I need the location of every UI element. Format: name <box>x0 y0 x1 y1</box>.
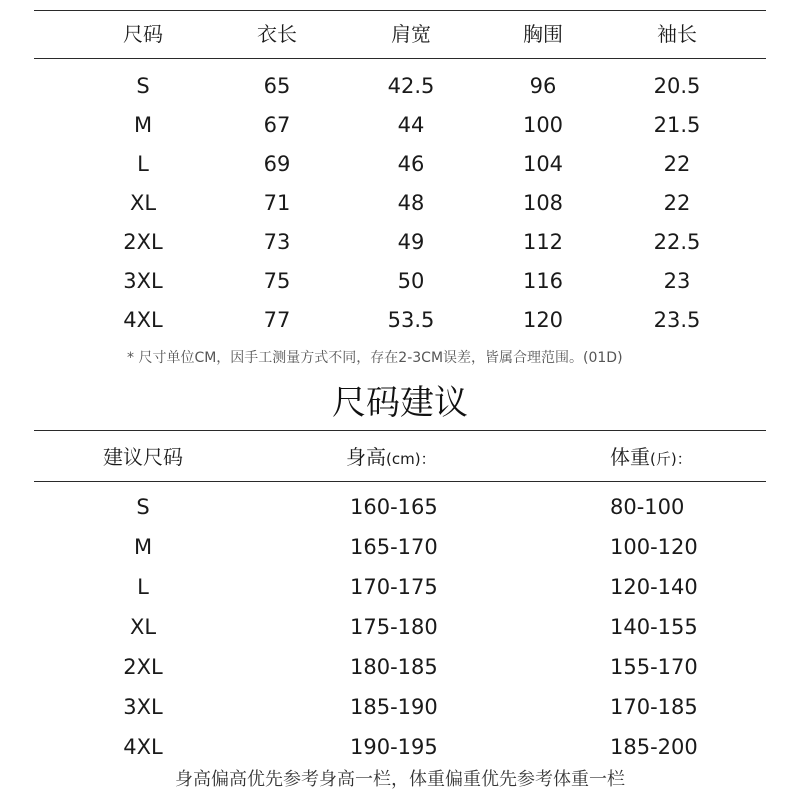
header-rule <box>34 58 766 59</box>
header-weight-label: 体重 <box>610 445 650 469</box>
cell-sleeve: 20.5 <box>653 74 701 98</box>
cell-suggested-size: L <box>137 575 149 599</box>
header-weight-unit: (斤)： <box>650 450 692 468</box>
table-top-rule <box>34 10 766 11</box>
cell-chest: 120 <box>522 308 564 332</box>
suggestion-header-rule <box>34 481 766 482</box>
cell-shoulder: 44 <box>397 113 425 137</box>
header-height <box>346 447 436 467</box>
cell-length: 73 <box>263 230 291 254</box>
cell-length: 69 <box>263 152 291 176</box>
cell-size: S <box>136 74 150 98</box>
header-shoulder: 肩宽 <box>391 22 431 46</box>
suggestion-top-rule <box>34 430 766 431</box>
cell-size: 4XL <box>123 308 163 332</box>
cell-suggested-size: 3XL <box>123 695 163 719</box>
header-height-unit: (cm)： <box>386 450 436 468</box>
cell-suggested-size: S <box>136 495 150 519</box>
cell-chest: 96 <box>529 74 557 98</box>
header-sleeve: 袖长 <box>657 22 697 46</box>
cell-weight-range: 185-200 <box>610 735 698 759</box>
cell-weight-range: 140-155 <box>610 615 698 639</box>
cell-chest: 116 <box>522 269 564 293</box>
cell-weight-range: 170-185 <box>610 695 698 719</box>
cell-size: XL <box>129 191 157 215</box>
cell-weight-range: 120-140 <box>610 575 698 599</box>
cell-height-range: 160-165 <box>350 495 438 519</box>
header-weight <box>610 447 692 467</box>
cell-chest: 108 <box>522 191 564 215</box>
header-height-label: 身高 <box>346 445 386 469</box>
header-length: 衣长 <box>257 22 297 46</box>
cell-chest: 112 <box>522 230 564 254</box>
cell-height-range: 170-175 <box>350 575 438 599</box>
cell-weight-range: 80-100 <box>610 495 685 519</box>
cell-sleeve: 21.5 <box>653 113 701 137</box>
cell-suggested-size: 2XL <box>123 655 163 679</box>
cell-sleeve: 22.5 <box>653 230 701 254</box>
section-title: 尺码建议 <box>332 383 468 423</box>
cell-height-range: 190-195 <box>350 735 438 759</box>
cell-length: 71 <box>263 191 291 215</box>
cell-length: 75 <box>263 269 291 293</box>
cell-sleeve: 22 <box>663 152 691 176</box>
cell-suggested-size: 4XL <box>123 735 163 759</box>
header-suggested-size: 建议尺码 <box>103 445 183 469</box>
cell-suggested-size: XL <box>129 615 157 639</box>
cell-size: 3XL <box>123 269 163 293</box>
cell-shoulder: 48 <box>397 191 425 215</box>
cell-height-range: 185-190 <box>350 695 438 719</box>
cell-length: 65 <box>263 74 291 98</box>
cell-size: M <box>133 113 153 137</box>
cell-shoulder: 42.5 <box>387 74 435 98</box>
cell-shoulder: 53.5 <box>387 308 435 332</box>
cell-height-range: 180-185 <box>350 655 438 679</box>
cell-size: 2XL <box>123 230 163 254</box>
cell-suggested-size: M <box>133 535 153 559</box>
header-chest: 胸围 <box>523 22 563 46</box>
cell-sleeve: 22 <box>663 191 691 215</box>
suggestion-footer: 身高偏高优先参考身高一栏，体重偏重优先参考体重一栏 <box>175 769 625 790</box>
cell-shoulder: 50 <box>397 269 425 293</box>
cell-shoulder: 49 <box>397 230 425 254</box>
cell-length: 67 <box>263 113 291 137</box>
header-size: 尺码 <box>123 22 163 46</box>
cell-length: 77 <box>263 308 291 332</box>
cell-shoulder: 46 <box>397 152 425 176</box>
cell-size: L <box>137 152 149 176</box>
cell-chest: 100 <box>522 113 564 137</box>
cell-chest: 104 <box>522 152 564 176</box>
cell-height-range: 175-180 <box>350 615 438 639</box>
cell-weight-range: 155-170 <box>610 655 698 679</box>
cell-weight-range: 100-120 <box>610 535 698 559</box>
measurement-note: * 尺寸单位CM，因手工测量方式不同，存在2-3CM误差，皆属合理范围。(01D) <box>127 350 623 366</box>
cell-sleeve: 23.5 <box>653 308 701 332</box>
cell-height-range: 165-170 <box>350 535 438 559</box>
cell-sleeve: 23 <box>663 269 691 293</box>
